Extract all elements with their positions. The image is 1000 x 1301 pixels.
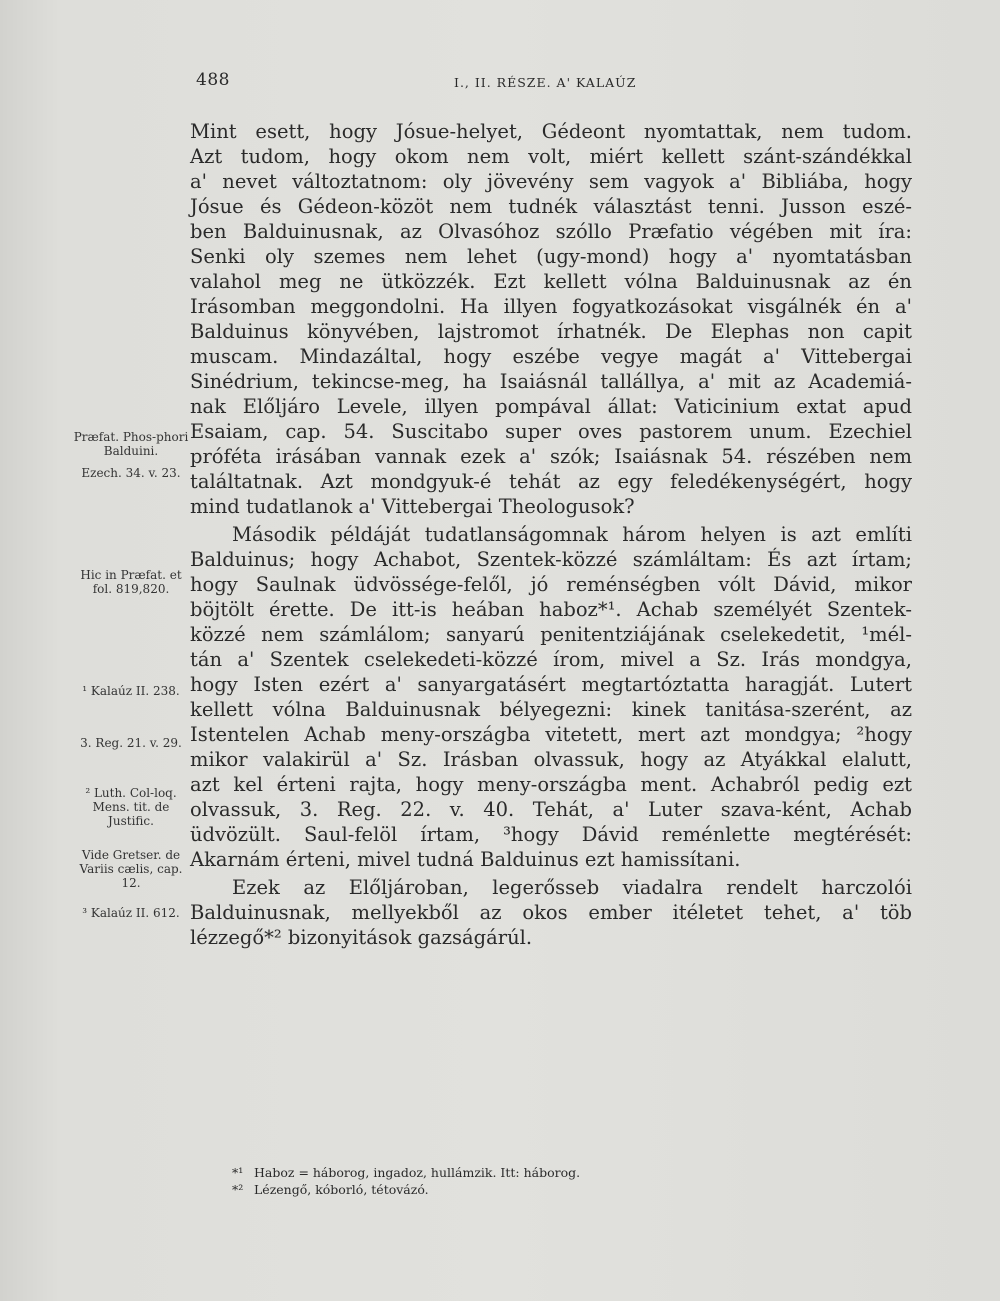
text-line: Ezek az Előljároban, legerősseb viadalra rendelt harczolói <box>232 876 912 899</box>
text-line: ben Balduinusnak, az Olvasóhoz szóllo Præfatio végében mit íra: <box>190 220 912 243</box>
text-line: találtatnak. Azt mondgyuk-é tehát az egy feledékenységért, hogy <box>190 470 912 493</box>
text-line: muscam. Mindazáltal, hogy eszébe vegye magát a' Vittebergai <box>190 345 912 368</box>
text-line: Második példáját tudatlanságomnak három helyen is azt említi <box>232 523 912 546</box>
margin-note: 3. Reg. 21. v. 29. <box>80 736 182 750</box>
text-line: Senki oly szemes nem lehet (ugy-mond) hogy a' nyomtatásban <box>190 245 912 268</box>
margin-note: ³ Kalaúz II. 612. <box>82 906 180 920</box>
text-line: Balduinus; hogy Achabot, Szentek-közzé számláltam: És azt írtam; <box>190 548 912 571</box>
margin-note: Hic in Præfat. et fol. 819,820. <box>80 568 182 596</box>
text-line: üdvözült. Saul-felöl írtam, ³hogy Dávid reménlette megtérését: <box>190 823 912 846</box>
text-line: Mint esett, hogy Jósue-helyet, Gédeont nyomtattak, nem tudom. <box>190 120 912 143</box>
text-line: Irásomban meggondolni. Ha illyen fogyatkozásokat visgálnék én a' <box>190 295 912 318</box>
text-line: nak Előljáro Levele, illyen pompával állat: Vaticinium extat apud <box>190 395 912 418</box>
text-line: mind tudatlanok a' Vittebergai Theologusok? <box>190 495 635 518</box>
footnote <box>232 1164 672 1181</box>
text-line: Balduinusnak, mellyekből az okos ember itéletet tehet, a' töb <box>190 901 912 924</box>
footnote-text: Lézengő, kóborló, tétovázó. <box>254 1182 429 1197</box>
margin-note: Ezech. 34. v. 23. <box>81 466 181 480</box>
margin-note: ² Luth. Col-loq. Mens. tit. de Justific. <box>85 786 177 828</box>
margin-note: Præfat. Phos-phori Balduini. <box>73 430 189 458</box>
footnote-mark: *¹ <box>232 1165 244 1180</box>
text-line: hogy Saulnak üdvössége-felől, jó reménségben vólt Dávid, mikor <box>190 573 912 596</box>
text-line: Istentelen Achab meny-országba vitetett, mert azt mondgya; ²hogy <box>190 723 912 746</box>
text-line: közzé nem számlálom; sanyarú penitentziájának cselekedetit, ¹mél- <box>190 623 912 646</box>
text-line: a' nevet változtatnom: oly jövevény sem vagyok a' Bibliába, hogy <box>190 170 912 193</box>
text-line: Jósue és Gédeon-közöt nem tudnék választást tenni. Jusson eszé- <box>190 195 912 218</box>
page-number: 488 <box>196 70 230 90</box>
text-line: valahol meg ne ütközzék. Ezt kellett vólna Balduinusnak az én <box>190 270 912 293</box>
text-line: tán a' Szentek cselekedeti-közzé írom, mivel a Sz. Irás mondgya, <box>190 648 912 671</box>
text-line: Azt tudom, hogy okom nem volt, miért kellett szánt-szándékkal <box>190 145 912 168</box>
text-line: Esaiam, cap. 54. Suscitabo super oves pastorem unum. Ezechiel <box>190 420 912 443</box>
running-head: I., II. RÉSZE. A' KALAÚZ <box>454 75 637 90</box>
footnotes <box>232 1164 672 1198</box>
text-line: olvassuk, 3. Reg. 22. v. 40. Tehát, a' Luter szava-ként, Achab <box>190 798 912 821</box>
footnote-mark: *² <box>232 1182 244 1197</box>
text-line: kellett vólna Balduinusnak bélyegezni: kinek tanitása-szerént, az <box>190 698 912 721</box>
text-line: azt kel érteni rajta, hogy meny-országba ment. Achabról pedig ezt <box>190 773 912 796</box>
text-line: böjtölt érette. De itt-is heában haboz*¹. Achab személyét Szentek- <box>190 598 912 621</box>
margin-note: Vide Gretser. de Variis cælis, cap. 12. <box>79 848 183 890</box>
text-line: Sinédrium, tekincse-meg, ha Isaiásnál tallállya, a' mit az Academiá- <box>190 370 912 393</box>
text-line: Balduinus könyvében, lajstromot írhatnék. De Elephas non capit <box>190 320 912 343</box>
footnote <box>232 1181 672 1198</box>
text-line: Akarnám érteni, mivel tudná Balduinus ezt hamissítani. <box>190 848 741 871</box>
margin-note: ¹ Kalaúz II. 238. <box>82 684 180 698</box>
text-line: lézzegő*² bizonyitások gazságárúl. <box>190 926 533 949</box>
text-line: mikor valakirül a' Sz. Irásban olvassuk, hogy az Atyákkal elalutt, <box>190 748 912 771</box>
text-line: próféta irásában vannak ezek a' szók; Isaiásnak 54. részében nem <box>190 445 912 468</box>
text-line: hogy Isten ezért a' sanyargatásért megtartóztatta haragját. Lutert <box>190 673 912 696</box>
footnote-text: Haboz = háborog, ingadoz, hullámzik. Itt: háborog. <box>254 1165 581 1180</box>
